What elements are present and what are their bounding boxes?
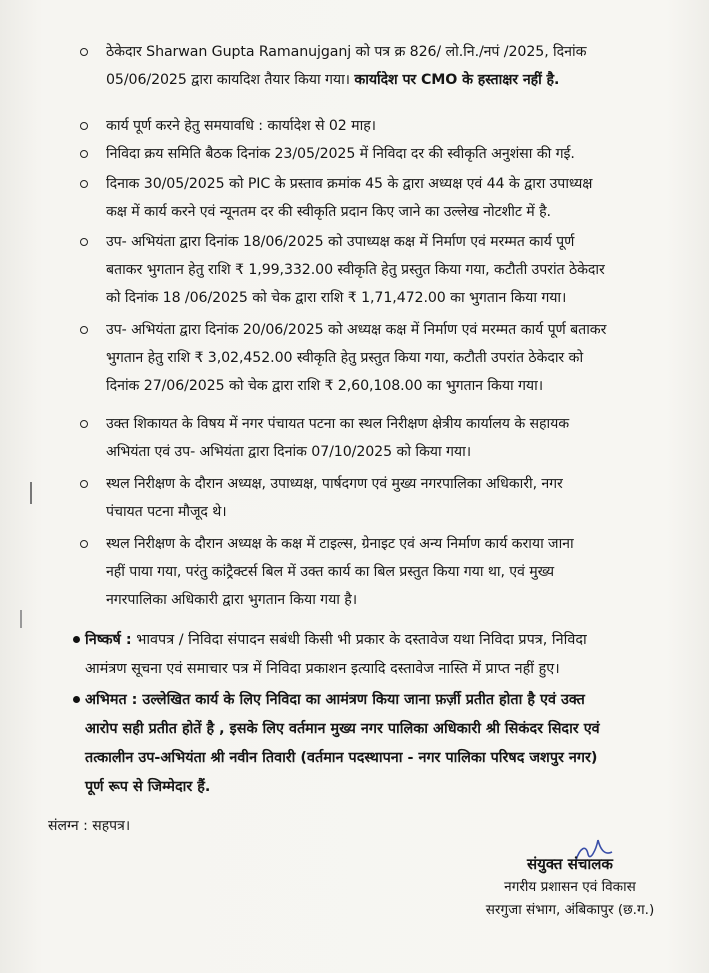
sub-point: [106, 470, 681, 526]
main-point-line: [85, 655, 685, 684]
main-point-line: [85, 715, 685, 744]
line-text: ठेकेदार Sharwan Gupta Ramanujganj को पत्र क्र 826/ लो.नि./नपं /2025, दिनांक: [106, 44, 587, 60]
line-text: को दिनांक 18 /06/2025 को चेक द्वारा राशि ₹ 1,71,472.00 का भुगतान किया गया।: [106, 290, 567, 306]
sub-point-line: [106, 438, 681, 466]
line-text: भावपत्र / निविदा संपादन सबंधी किसी भी प्रकार के दस्तावेज यथा निविदा प्रपत्र, निविदा: [131, 632, 587, 648]
attachment-note: संलग्न : सहपत्र।: [48, 818, 131, 834]
signatory-division: सरगुजा संभाग, अंबिकापुर (छ.ग.): [485, 902, 655, 918]
line-text: पूर्ण रूप से जिम्मेदार हैं.: [85, 779, 211, 795]
line-text: भुगतान हेतु राशि ₹ 3,02,452.00 स्वीकृति हेतु प्रस्तुत किया गया, कटौती उपरांत ठेकेदार को: [106, 350, 584, 366]
sub-point: [106, 410, 681, 466]
hollow-bullet-icon: [80, 540, 88, 548]
hollow-bullet-icon: [80, 48, 88, 56]
sub-point-line: [106, 284, 681, 312]
main-point: [85, 626, 685, 684]
main-point-line: [85, 686, 685, 715]
filled-bullet-icon: [73, 696, 80, 703]
filled-bullet-icon: [73, 636, 80, 643]
sub-point-line: [106, 344, 681, 372]
line-text: बताकर भुगतान हेतु राशि ₹ 1,99,332.00 स्वीकृति हेतु प्रस्तुत किया गया, कटौती उपरांत ठेकेदार: [106, 262, 605, 278]
main-point-label: अभिमत :: [85, 692, 138, 708]
sub-point-line: [106, 470, 681, 498]
line-text: नगरपालिका अधिकारी द्वारा भुगतान किया गया है।: [106, 592, 357, 608]
sub-point-line: [106, 586, 681, 614]
sub-point-line: [106, 140, 681, 168]
line-text: आरोप सही प्रतीत होतें है , इसके लिए वर्तमान मुख्य नगर पालिका अधिकारी श्री सिकंदर सिदार एवं: [85, 721, 600, 737]
line-text: उप- अभियंता द्वारा दिनांक 20/06/2025 को अध्यक्ष कक्ष में निर्माण एवं मरम्मत कार्य पूर्ण बताकर: [106, 322, 607, 338]
line-text: 05/06/2025 द्वारा कायदिश तैयार किया गया।: [106, 72, 355, 88]
sub-point-line: [106, 256, 681, 284]
line-text: स्थल निरीक्षण के दौरान अध्यक्ष, उपाध्यक्ष, पार्षदगण एवं मुख्य नगरपालिका अधिकारी, नगर: [106, 476, 563, 492]
sub-point: [106, 112, 681, 140]
line-text: दिनांक 27/06/2025 को चेक द्वारा राशि ₹ 2,60,108.00 का भुगतान किया गया।: [106, 378, 543, 394]
sub-point-line: [106, 410, 681, 438]
margin-mark: [30, 482, 32, 504]
sub-point-line: [106, 372, 681, 400]
signature-block: [450, 852, 690, 922]
line-text: उप- अभियंता द्वारा दिनांक 18/06/2025 को उपाध्यक्ष कक्ष में निर्माण एवं मरम्मत कार्य पूर्ण: [106, 234, 575, 250]
sub-point: [106, 316, 681, 400]
line-text: दिनाक 30/05/2025 को PIC के प्रस्ताव क्रमांक 45 के द्वारा अध्यक्ष एवं 44 के द्वारा उपाध्यक्ष: [106, 176, 593, 192]
sub-point-line: [106, 228, 681, 256]
hollow-bullet-icon: [80, 150, 88, 158]
sub-point-line: [106, 498, 681, 526]
main-point-label: निष्कर्ष :: [85, 632, 132, 648]
sub-point-line: [106, 558, 681, 586]
hollow-bullet-icon: [80, 122, 88, 130]
line-text: आमंत्रण सूचना एवं समाचार पत्र में निविदा प्रकाशन इत्यादि दस्तावेज नास्ति में प्राप्त नहीं हुए।: [85, 661, 560, 677]
sub-point-line: [106, 198, 681, 226]
sub-point-line: [106, 112, 681, 140]
sub-point-line: [106, 530, 681, 558]
sub-point-line: [106, 316, 681, 344]
main-point-line: [85, 744, 685, 773]
line-text: नहीं पाया गया, परंतु कांट्रैक्टर्स बिल में उक्त कार्य का बिल प्रस्तुत किया गया था, एवं मुख्य: [106, 564, 554, 580]
sub-point-line: [106, 170, 681, 198]
sub-point: [106, 140, 681, 168]
hollow-bullet-icon: [80, 180, 88, 188]
main-point-line: [85, 626, 685, 655]
emphasis-text: कार्यादेश पर CMO के हस्ताक्षर नहीं है.: [354, 72, 560, 88]
signatory-title: संयुक्त संचालक: [527, 855, 613, 873]
sub-point-line: [106, 38, 681, 66]
line-text: पंचायत पटना मौजूद थे।: [106, 504, 227, 520]
line-text: तत्कालीन उप-अभियंता श्री नवीन तिवारी (वर्तमान पदस्थापना - नगर पालिका परिषद जशपुर नगर): [85, 750, 598, 766]
line-text: कक्ष में कार्य करने एवं न्यूनतम दर की स्वीकृति प्रदान किए जाने का उल्लेख नोटशीट में है.: [106, 204, 551, 220]
signatory-dept: नगरीय प्रशासन एवं विकास: [504, 879, 636, 895]
line-text: कार्य पूर्ण करने हेतु समयावधि : कार्यादेश से 02 माह।: [106, 118, 376, 134]
sub-point: [106, 38, 681, 94]
sub-point: [106, 530, 681, 614]
main-point-line: [85, 773, 685, 802]
main-point: [85, 686, 685, 802]
margin-mark: [20, 610, 22, 628]
sub-point-line: [106, 66, 681, 94]
hollow-bullet-icon: [80, 420, 88, 428]
line-text: अभियंता एवं उप- अभियंता द्वारा दिनांक 07/10/2025 को किया गया।: [106, 444, 471, 460]
hollow-bullet-icon: [80, 326, 88, 334]
line-text: निविदा क्रय समिति बैठक दिनांक 23/05/2025 में निविदा दर की स्वीकृति अनुशंसा की गई.: [106, 146, 575, 162]
sub-point: [106, 170, 681, 226]
line-text: उक्त शिकायत के विषय में नगर पंचायत पटना का स्थल निरीक्षण क्षेत्रीय कार्यालय के सहायक: [106, 416, 570, 432]
hollow-bullet-icon: [80, 238, 88, 246]
sub-point: [106, 228, 681, 312]
line-text: स्थल निरीक्षण के दौरान अध्यक्ष के कक्ष में टाइल्स, ग्रेनाइट एवं अन्य निर्माण कार्य कराया जाना: [106, 536, 574, 552]
hollow-bullet-icon: [80, 480, 88, 488]
line-text: उल्लेखित कार्य के लिए निविदा का आमंत्रण किया जाना फ़र्ज़ी प्रतीत होता है एवं उक्त: [137, 692, 585, 708]
